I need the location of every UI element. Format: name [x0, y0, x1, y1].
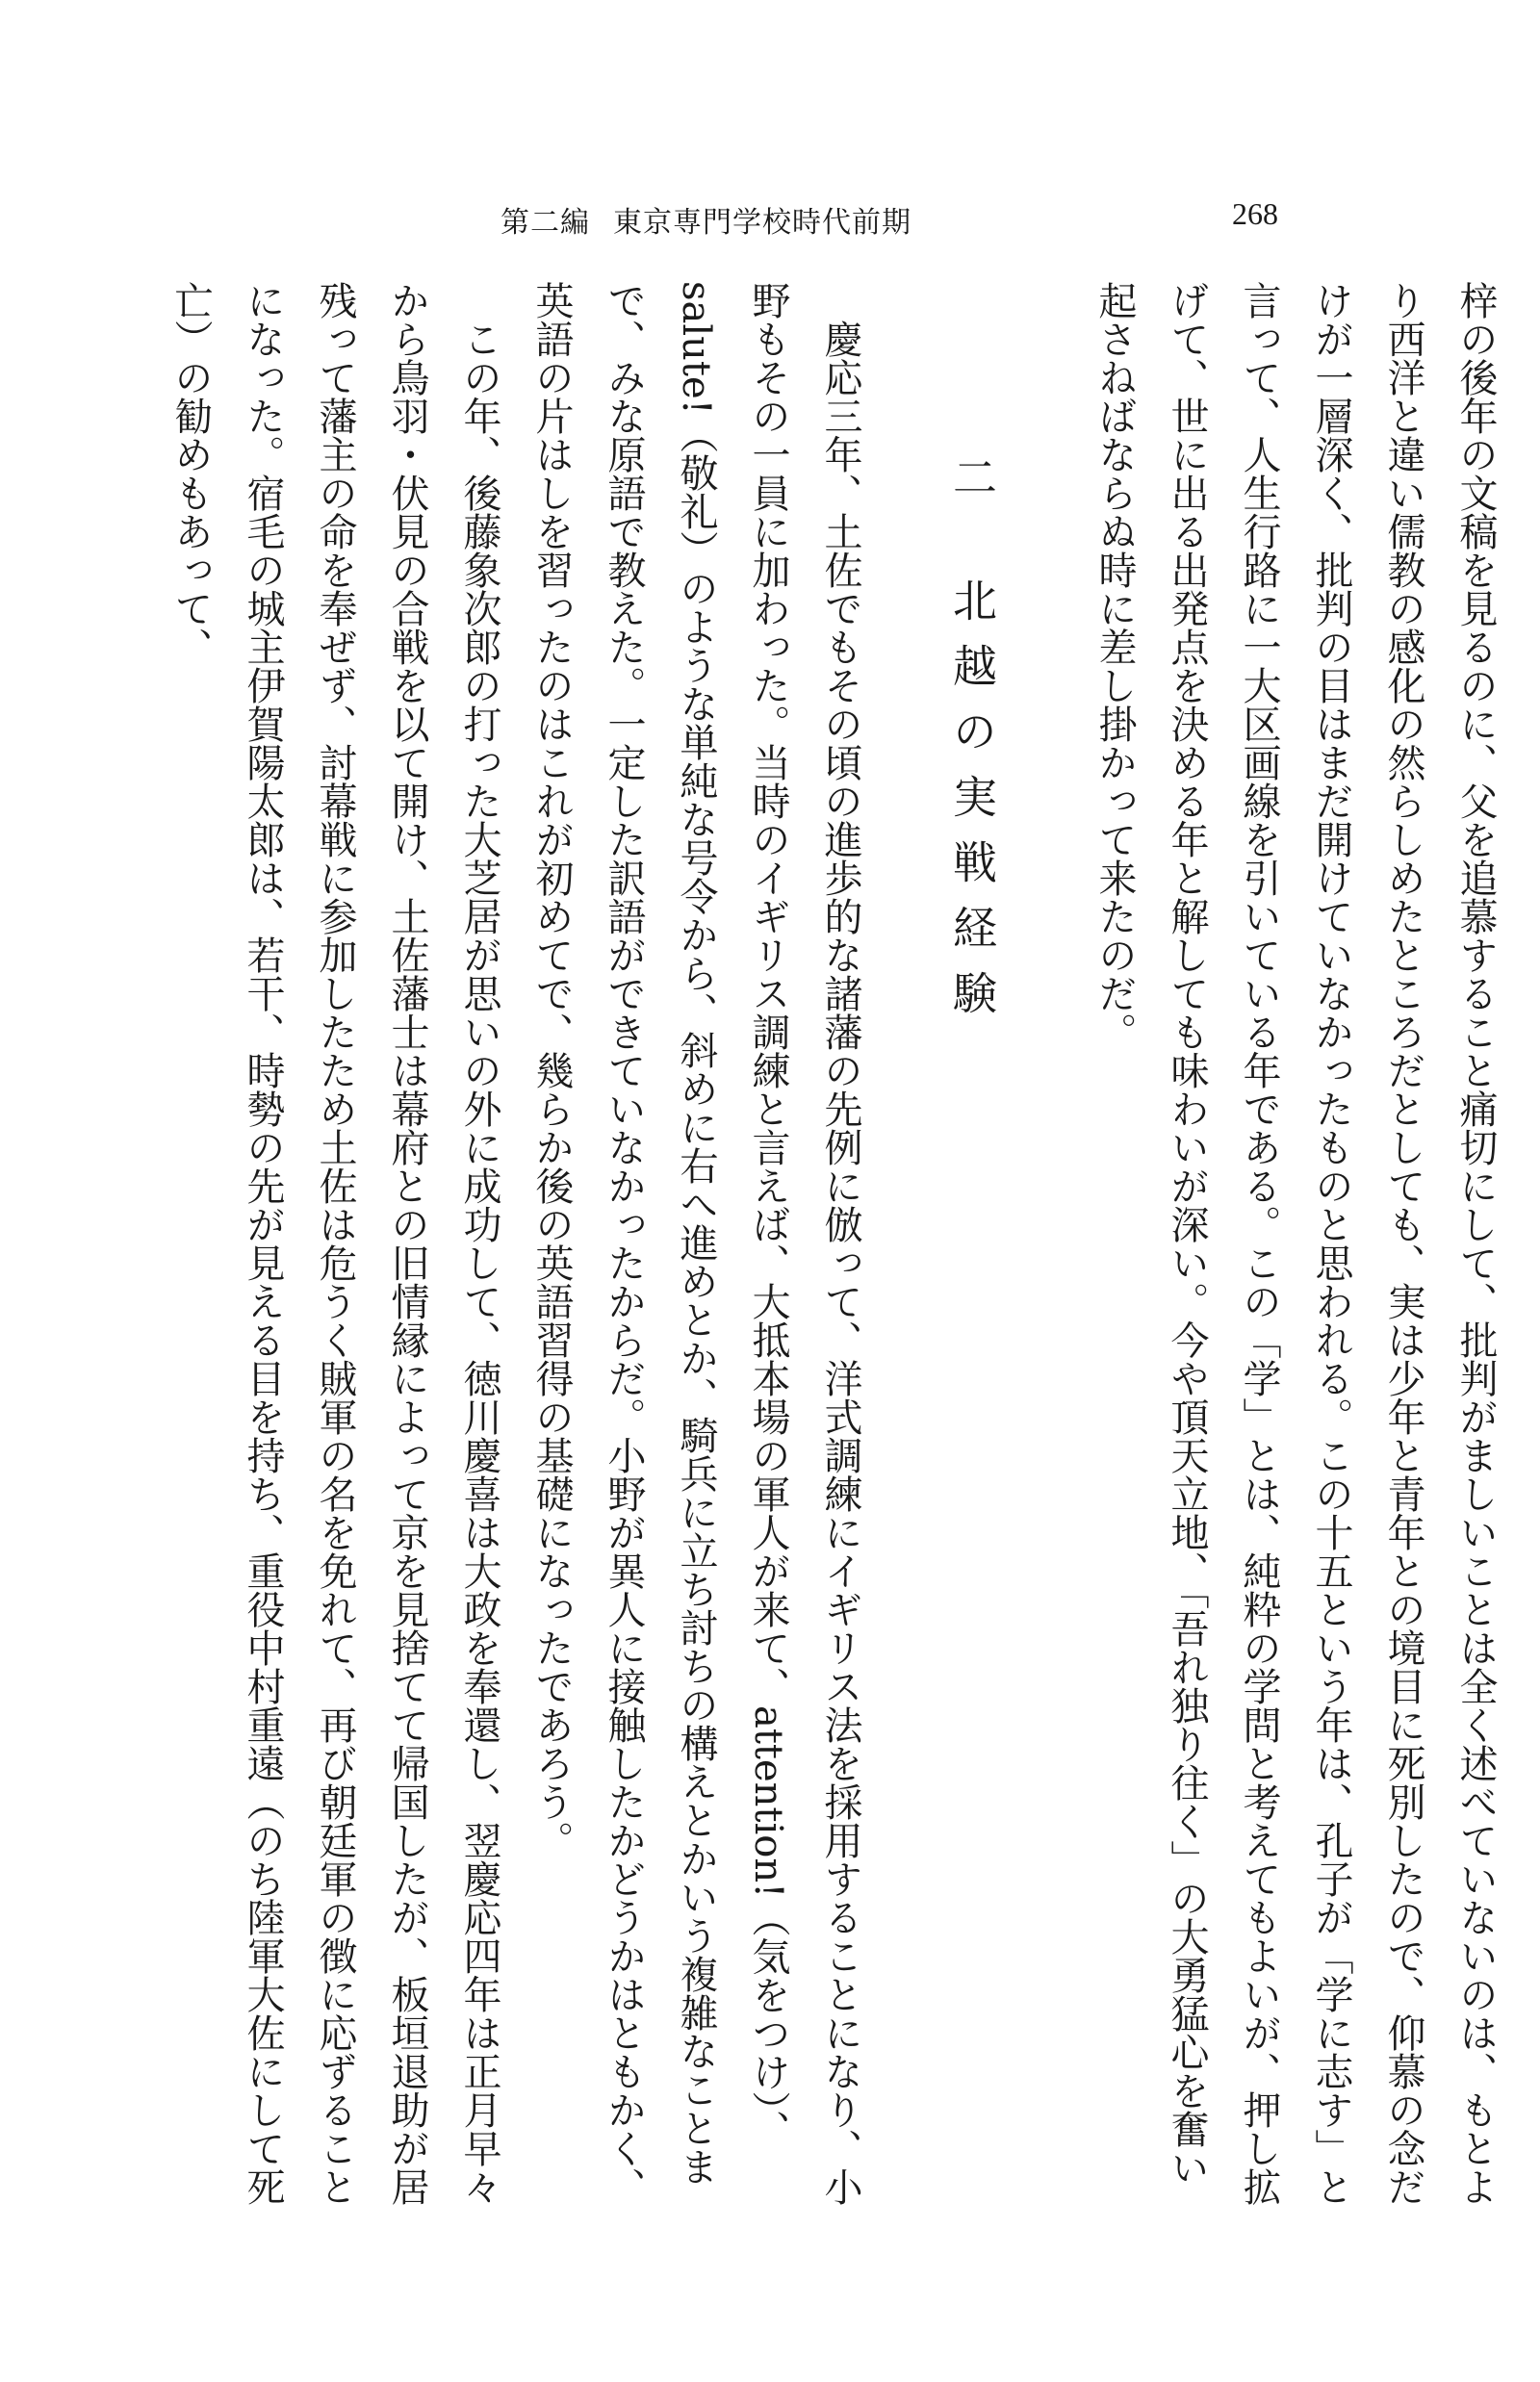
section-heading — [934, 281, 1011, 2206]
paragraph-3: この年、後藤象次郎の打った大芝居が思いの外に成功して、徳川慶喜は大政を奉還し、翌慶応四年は正月早々から鳥羽・伏見の合戦を以て開け、土佐藩士は幕府との旧情縁によって京を見捨てて帰国したが、板垣退助が居残って藩主の命を奉ぜず、討幕戦に参加したため土佐は危うく賊軍の名を免れて、再び朝廷軍の徴に応ずることになった。宿毛の城主伊賀陽太郎は、若干、時勢の先が見える目を持ち、重役中村重遠（のち陸軍大佐にして死亡）の勧めもあって、 — [168, 281, 501, 2206]
body-text — [154, 281, 1511, 2206]
running-head-part: 第二編 — [500, 206, 590, 240]
section-title: 北越の実戦経験 — [946, 577, 998, 1036]
paragraph-2: 慶応三年、土佐でもその頃の進歩的な諸藩の先例に倣って、洋式調練にイギリス法を採用することになり、小野もその一員に加わった。当時のイギリス調練と言えば、大抵本場の軍人が来て、attention!（気をつけ）、salute!（敬礼）のような単純な号令から、斜めに右へ進めとか、騎兵に立ち討ちの構えとかいう複雑なことまで、みな原語で教えた。一定した訳語ができていなかったからだ。小野が異人に接触したかどうかはともかく、英語の片はしを習ったのはこれが初めてで、幾らか後の英語習得の基礎になったであろう。 — [529, 281, 862, 2206]
page-number: 268 — [1232, 196, 1278, 231]
running-head — [500, 198, 911, 241]
section-number: 二 — [946, 454, 998, 520]
running-head-chapter: 東京専門学校時代前期 — [613, 206, 911, 240]
paragraph-1: 梓の後年の文稿を見るのに、父を追慕すること痛切にして、批判がましいことは全く述べていないのは、もとより西洋と違い儒教の感化の然らしめたところだとしても、実は少年と青年との境目に死別したので、仰慕の念だけが一層深く、批判の目はまだ開けていなかったものと思われる。この十五という年は、孔子が「学に志す」と言って、人生行路に一大区画線を引いている年である。この「学」とは、純粋の学問と考えてもよいが、押し拡げて、世に出る出発点を決める年と解しても味わいが深い。今や頂天立地、「吾れ独り往く」の大勇猛心を奮い起さねばならぬ時に差し掛かって来たのだ。 — [1092, 281, 1498, 2206]
